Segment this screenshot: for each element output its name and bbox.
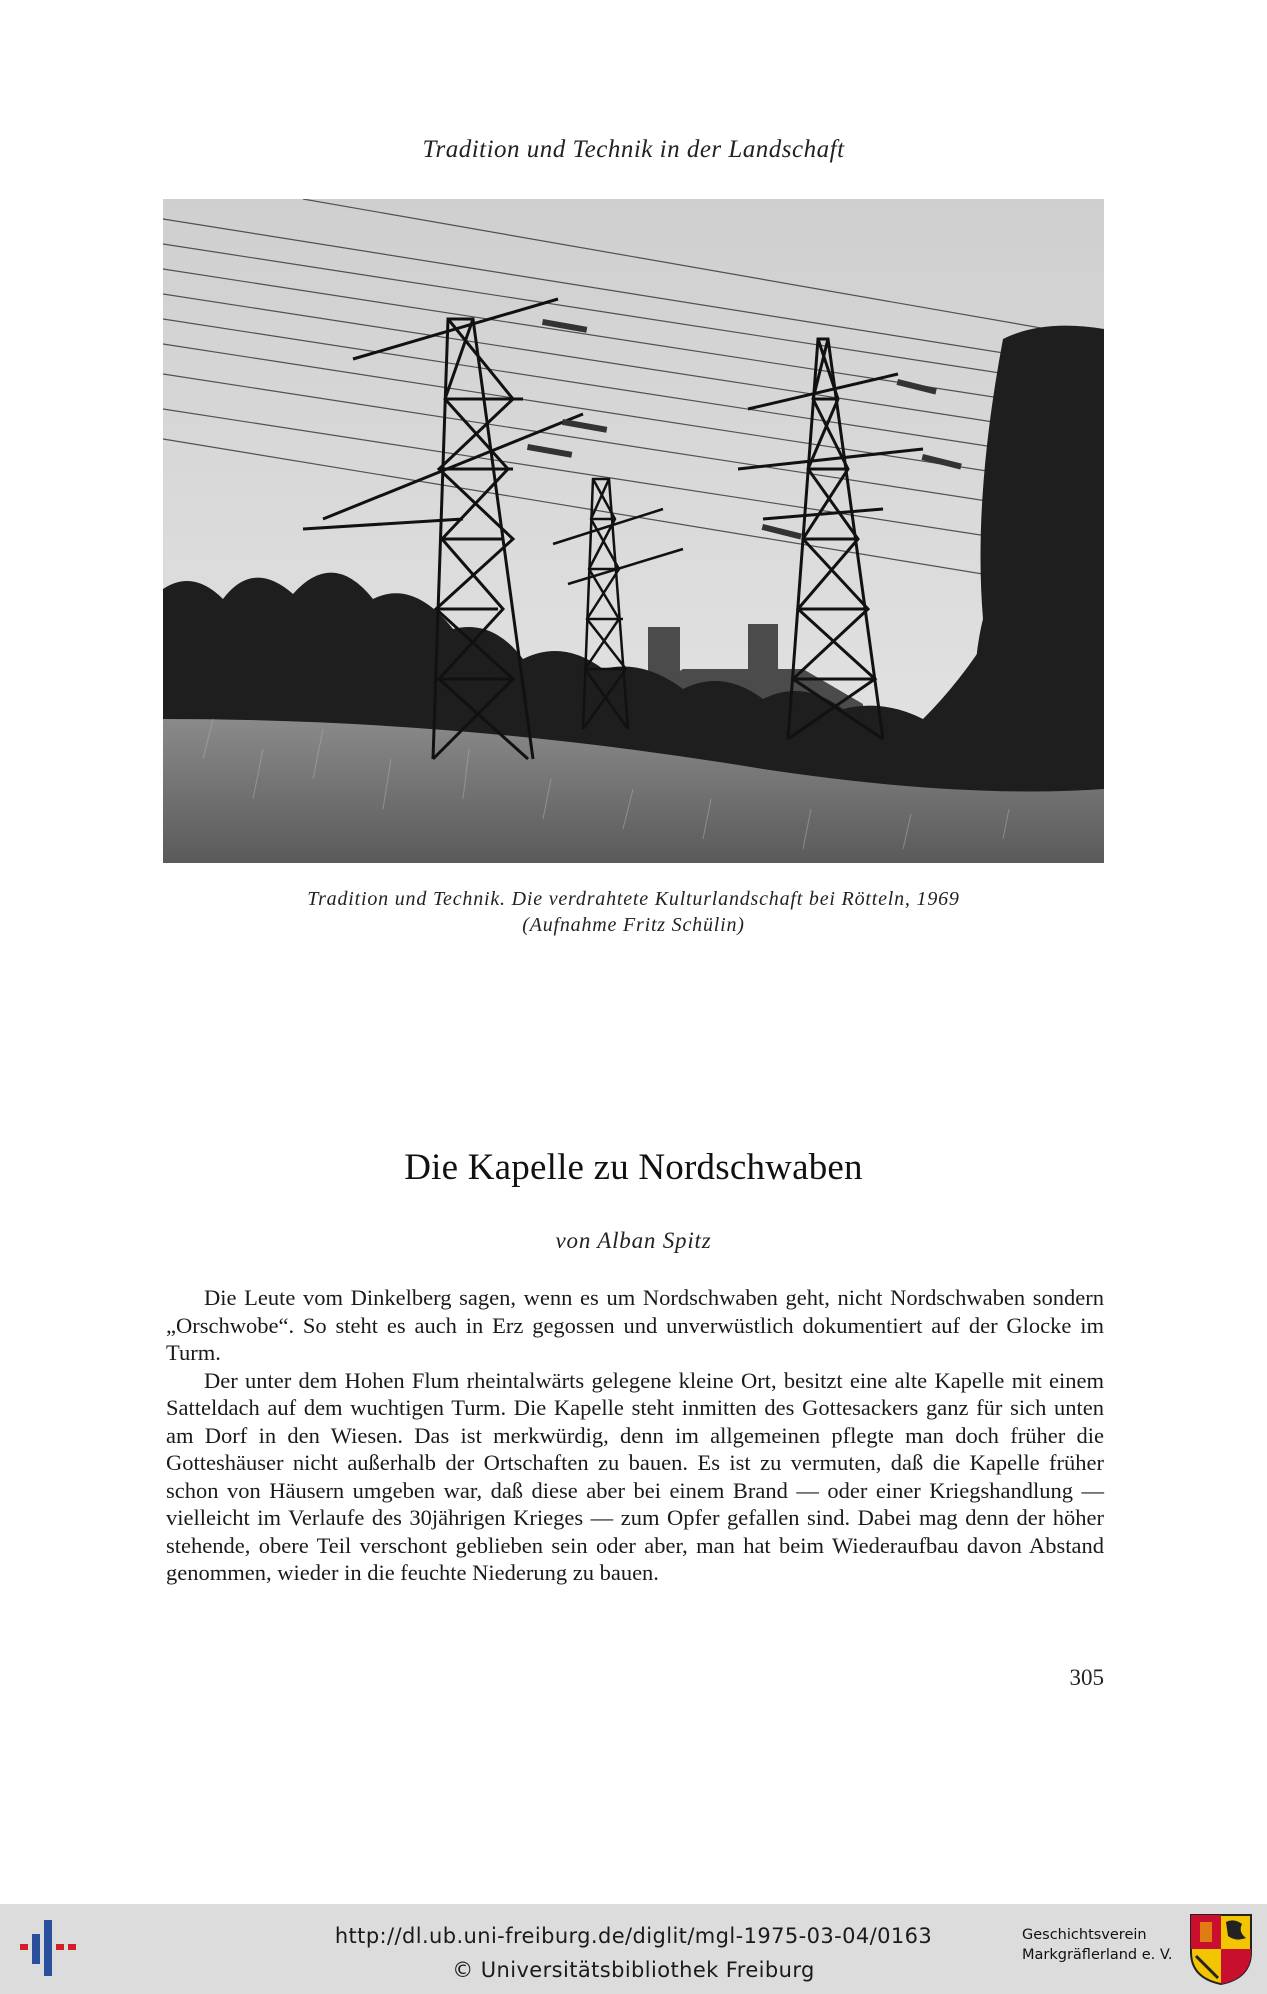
society-name <box>1022 1925 1182 1965</box>
document-url-link[interactable]: http://dl.ub.uni-freiburg.de/diglit/mgl-1975-03-04/0163 <box>334 1924 933 1948</box>
body-paragraph: Die Leute vom Dinkelberg sagen, wenn es um Nordschwaben geht, nicht Nordschwaben sondern „Orschwobe“. So steht es auch in Erz gegossen und unverwüstlich dokumentiert auf der Glocke im Turm. <box>166 1285 1104 1365</box>
page-number: 305 <box>1069 1665 1104 1690</box>
article-byline: von Alban Spitz <box>555 1228 712 1253</box>
copyright-notice: © Universitätsbibliothek Freiburg <box>452 1958 815 1982</box>
figure-caption-line-1: Tradition und Technik. Die verdrahtete Kulturlandschaft bei Rötteln, 1969 <box>307 888 960 910</box>
article-body <box>166 1284 1104 1587</box>
society-name-line-1: Geschichtsverein <box>1022 1927 1147 1943</box>
society-name-line-2: Markgräflerland e. V. <box>1022 1947 1173 1963</box>
photograph-power-pylons-roetteln <box>163 199 1104 863</box>
article-title: Die Kapelle zu Nordschwaben <box>404 1147 863 1188</box>
body-paragraph: Der unter dem Hohen Flum rheintalwärts gelegene kleine Ort, besitzt eine alte Kapelle mit einem Satteldach auf dem wuchtigen Turm. Die Kapelle steht inmitten des Gottesackers ganz für sich unten am Dorf in den Wiesen. Das ist merkwürdig, denn im allgemeinen pflegte man doch früher die Gotteshäuser nicht außerhalb der Ortschaften zu bauen. Es ist zu vermuten, daß die Kapelle früher schon von Häusern umgeben war, daß diese aber bei einem Brand — oder einer Kriegshandlung — vielleicht im Verlaufe des 30jährigen Krieges — zum Opfer gefallen sind. Dabei mag denn der höher stehende, obere Teil verschont geblieben sein oder aber, man hat beim Wiederaufbau davon Abstand genommen, wieder in die feuchte Niederung zu bauen. <box>166 1367 1104 1585</box>
running-head: Tradition und Technik in der Landschaft <box>422 136 845 163</box>
coat-of-arms-icon <box>1188 1912 1254 1986</box>
figure-caption <box>163 886 1104 938</box>
figure-caption-line-2: (Aufnahme Fritz Schülin) <box>522 914 745 936</box>
